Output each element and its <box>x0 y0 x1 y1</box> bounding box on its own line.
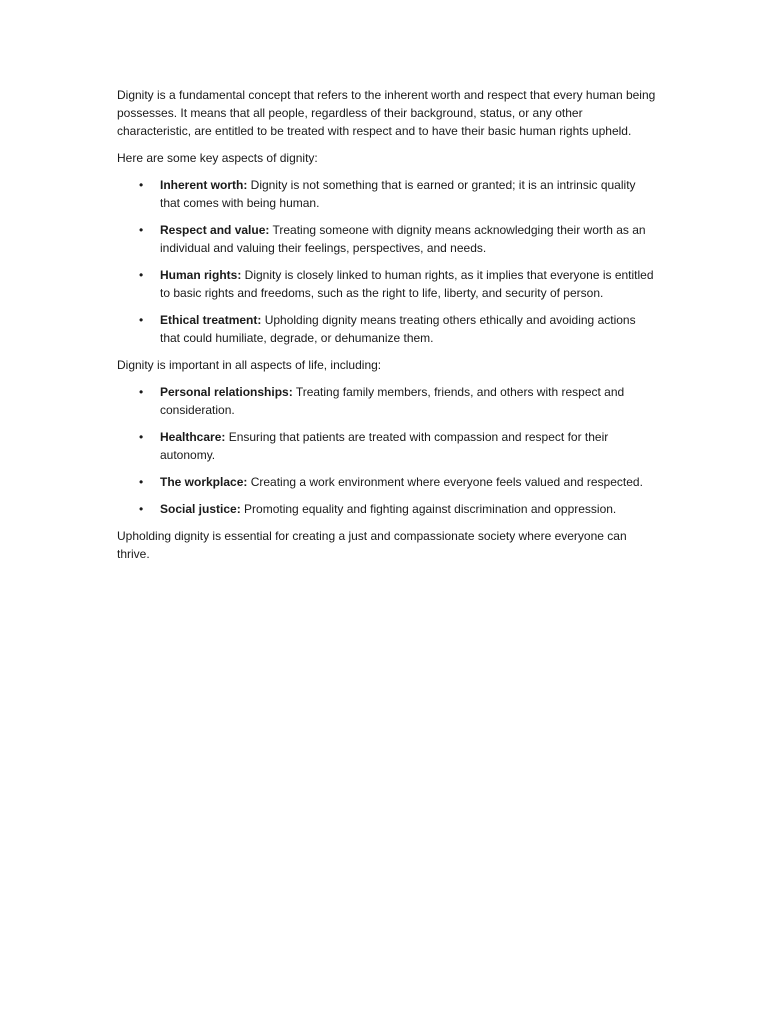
areas-list <box>117 383 657 518</box>
aspects-heading: Here are some key aspects of dignity: <box>117 151 318 165</box>
list-item-text: Treating family members, friends, and others with respect and consideration. <box>160 385 625 417</box>
list-item-term: Healthcare: <box>160 430 226 444</box>
bullet-icon: • <box>139 178 144 192</box>
bullet-icon: • <box>139 313 144 327</box>
list-item <box>117 266 657 302</box>
list-item-term: Respect and value: <box>160 223 270 237</box>
bullet-icon: • <box>139 502 144 516</box>
document-body <box>117 86 657 572</box>
bullet-icon: • <box>139 268 144 282</box>
list-item <box>117 311 657 347</box>
list-item-text: Upholding dignity means treating others ethically and avoiding actions that could humiliate, degrade, or dehumanize them. <box>160 313 636 345</box>
intro-paragraph: Dignity is a fundamental concept that refers to the inherent worth and respect that every human being possesses. It means that all people, regardless of their background, status, or any other characteristic, are entitled to be treated with respect and to have their basic human rights upheld. <box>117 88 656 138</box>
list-item-term: Human rights: <box>160 268 242 282</box>
bullet-icon: • <box>139 475 144 489</box>
list-item-text: Ensuring that patients are treated with compassion and respect for their autonomy. <box>160 430 609 462</box>
bullet-icon: • <box>139 385 144 399</box>
list-item <box>117 221 657 257</box>
list-item <box>117 176 657 212</box>
list-item-term: Social justice: <box>160 502 241 516</box>
list-item-text: Treating someone with dignity means acknowledging their worth as an individual and valuing their feelings, perspectives, and needs. <box>160 223 646 255</box>
list-item <box>117 500 657 518</box>
list-item-term: Ethical treatment: <box>160 313 262 327</box>
bullet-icon: • <box>139 430 144 444</box>
bullet-icon: • <box>139 223 144 237</box>
aspects-list <box>117 176 657 347</box>
list-item-term: Personal relationships: <box>160 385 293 399</box>
importance-heading: Dignity is important in all aspects of life, including: <box>117 358 382 372</box>
list-item-text: Promoting equality and fighting against discrimination and oppression. <box>240 502 617 516</box>
list-item <box>117 473 657 491</box>
list-item-term: The workplace: <box>160 475 248 489</box>
list-item-text: Dignity is not something that is earned or granted; it is an intrinsic quality that comes with being human. <box>160 178 636 210</box>
list-item-text: Dignity is closely linked to human rights, as it implies that everyone is entitled to basic rights and freedoms, such as the right to life, liberty, and security of person. <box>160 268 654 300</box>
list-item-text: Creating a work environment where everyone feels valued and respected. <box>247 475 643 489</box>
list-item <box>117 428 657 464</box>
list-item <box>117 383 657 419</box>
list-item-term: Inherent worth: <box>160 178 248 192</box>
conclusion-paragraph: Upholding dignity is essential for creating a just and compassionate society where everyone can thrive. <box>117 529 627 561</box>
